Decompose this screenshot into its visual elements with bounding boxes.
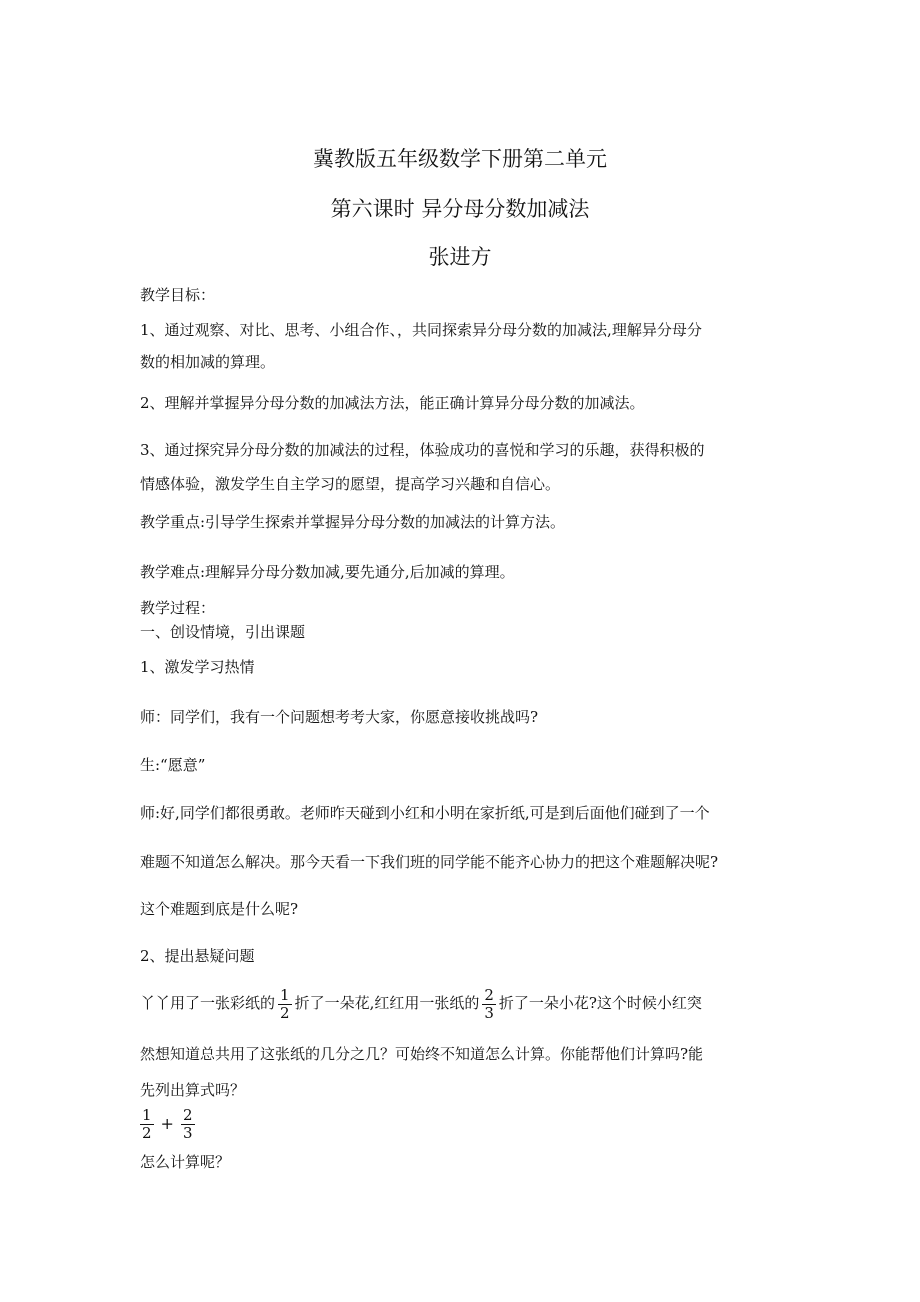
goal-1-line-1: 1、通过观察、对比、思考、小组合作、，共同探索异分母分数的加减法,理解异分母分	[140, 321, 702, 339]
problem-line-1	[140, 984, 790, 1022]
fraction-two-thirds	[181, 1107, 195, 1142]
fraction-denominator: 2	[280, 1003, 290, 1022]
fraction-one-half	[140, 1107, 154, 1142]
process-heading: 教学过程：	[140, 599, 216, 617]
problem-line-3: 先列出算式吗？	[140, 1081, 246, 1099]
fraction-numerator: 1	[142, 1105, 152, 1124]
closing-question: 怎么计算呢？	[140, 1153, 231, 1171]
student-line-1: 生:“愿意”	[140, 756, 206, 774]
goal-2: 2、理解并掌握异分母分数的加减法方法，能正确计算异分母分数的加减法。	[140, 394, 645, 412]
problem-text-3: 折了一朵小花?这个时候小红突	[498, 994, 702, 1012]
subsection-1-heading: 1、激发学习热情	[140, 658, 255, 676]
problem-text-2: 折了一朵花,红红用一张纸的	[294, 994, 480, 1012]
subsection-2-heading: 2、提出悬疑问题	[140, 947, 255, 965]
fraction-numerator: 2	[484, 985, 494, 1004]
expression	[140, 1104, 790, 1143]
teacher-line-1: 师：同学们，我有一个问题想考考大家，你愿意接收挑战吗?	[140, 708, 539, 726]
goal-3-line-1: 3、通过探究异分母分数的加减法的过程，体验成功的喜悦和学习的乐趣，获得积极的	[140, 441, 705, 459]
teacher-line-2a: 师:好,同学们都很勇敢。老师昨天碰到小红和小明在家折纸,可是到后面他们碰到了一个	[140, 804, 710, 822]
fraction-two-thirds	[482, 987, 496, 1022]
section-1-heading: 一、创设情境，引出课题	[140, 623, 306, 641]
lesson-title: 第六课时 异分母分数加减法	[330, 197, 590, 221]
fraction-numerator: 2	[182, 1105, 193, 1124]
goal-3-line-2: 情感体验，激发学生自主学习的愿望，提高学习兴趣和自信心。	[140, 475, 561, 493]
key-point: 教学重点:引导学生探索并掌握异分母分数的加减法的计算方法。	[140, 513, 566, 531]
document-title: 冀教版五年级数学下册第二单元	[313, 147, 607, 171]
problem-line-2: 然想知道总共用了这张纸的几分之几？可始终不知道怎么计算。你能帮他们计算吗?能	[140, 1045, 704, 1063]
teacher-line-2c: 这个难题到底是什么呢?	[140, 900, 299, 918]
fraction-one-half	[278, 987, 292, 1022]
fraction-denominator: 3	[182, 1123, 193, 1142]
author-name: 张进方	[428, 245, 492, 269]
fraction-numerator: 1	[280, 985, 290, 1004]
difficulty: 教学难点:理解异分母分数加减,要先通分,后加减的算理。	[140, 563, 515, 581]
teacher-line-2b: 难题不知道怎么解决。那今天看一下我们班的同学能不能齐心协力的把这个难题解决呢?	[140, 853, 719, 871]
goal-1-line-2: 数的相加减的算理。	[140, 353, 276, 371]
problem-text-1: 丫丫用了一张彩纸的	[140, 994, 276, 1012]
goals-heading: 教学目标：	[140, 286, 216, 304]
fraction-denominator: 3	[484, 1003, 494, 1022]
plus-sign: +	[160, 1114, 174, 1133]
fraction-denominator: 2	[142, 1123, 152, 1142]
